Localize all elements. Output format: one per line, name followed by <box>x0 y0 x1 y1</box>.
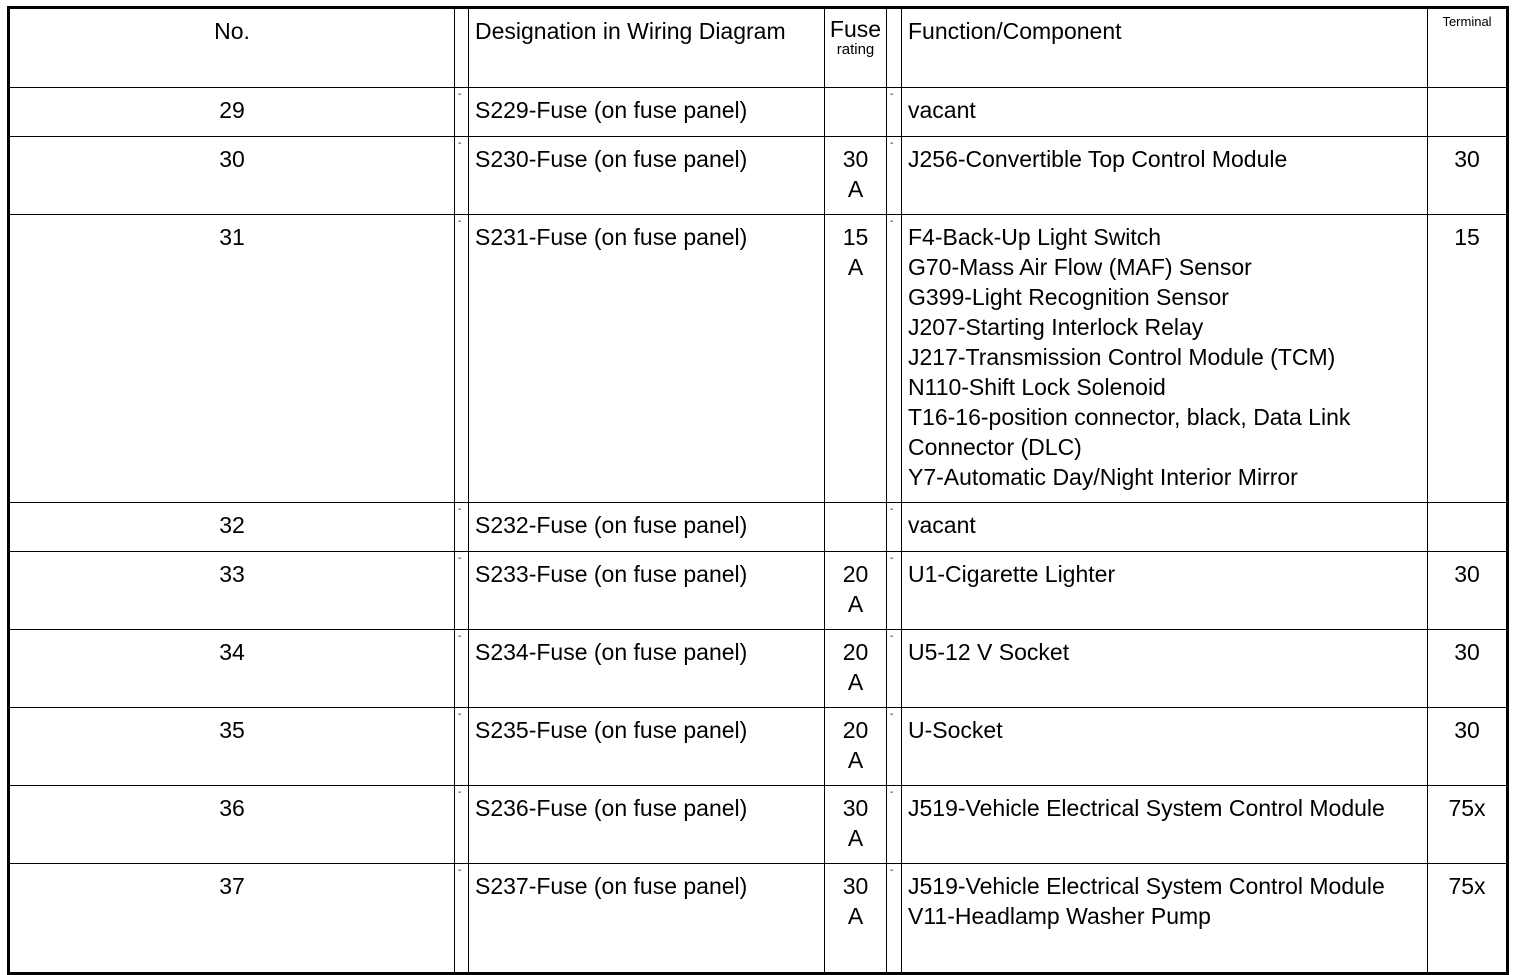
fuse-rating: 30 A <box>825 786 887 864</box>
column-gap <box>455 708 469 786</box>
fuse-rating: 30 A <box>825 864 887 974</box>
header-terminal: Terminal <box>1428 8 1508 88</box>
fuse-number: 36 <box>9 786 455 864</box>
fuse-designation: S232-Fuse (on fuse panel) <box>469 503 825 552</box>
table-row <box>9 88 1508 137</box>
table-row <box>9 503 1508 552</box>
gap-tick: - <box>458 138 462 149</box>
fuse-number: 35 <box>9 708 455 786</box>
gap-tick: - <box>458 709 462 720</box>
function-component <box>902 864 1428 974</box>
fuse-designation: S230-Fuse (on fuse panel) <box>469 137 825 215</box>
function-item: T16-16-position connector, black, Data Link Connector (DLC) <box>908 404 1351 460</box>
table-row <box>9 215 1508 503</box>
function-component <box>902 630 1428 708</box>
fuse-number: 37 <box>9 864 455 974</box>
fuse-designation: S237-Fuse (on fuse panel) <box>469 864 825 974</box>
column-gap <box>455 88 469 137</box>
gap-tick: - <box>890 865 894 876</box>
fuse-table <box>7 6 1509 975</box>
terminal <box>1428 503 1508 552</box>
table-row <box>9 786 1508 864</box>
fuse-rating <box>825 88 887 137</box>
table-row <box>9 864 1508 974</box>
gap-tick: - <box>458 504 462 515</box>
function-component <box>902 503 1428 552</box>
function-item: J217-Transmission Control Module (TCM) <box>908 344 1336 370</box>
fuse-number: 31 <box>9 215 455 503</box>
function-item: J256-Convertible Top Control Module <box>908 146 1288 172</box>
fuse-number: 30 <box>9 137 455 215</box>
column-gap <box>455 8 469 88</box>
function-item: U1-Cigarette Lighter <box>908 561 1116 587</box>
column-gap <box>887 864 902 974</box>
function-component <box>902 215 1428 503</box>
function-component <box>902 708 1428 786</box>
column-gap <box>455 552 469 630</box>
gap-tick: - <box>890 631 894 642</box>
table-row <box>9 137 1508 215</box>
column-gap <box>887 786 902 864</box>
fuse-designation: S235-Fuse (on fuse panel) <box>469 708 825 786</box>
fuse-rating: 20 A <box>825 630 887 708</box>
column-gap <box>455 215 469 503</box>
function-item: J519-Vehicle Electrical System Control Module <box>908 873 1385 899</box>
gap-tick: - <box>890 787 894 798</box>
function-item: J519-Vehicle Electrical System Control Module <box>908 795 1385 821</box>
function-item: vacant <box>908 97 976 123</box>
fuse-number: 34 <box>9 630 455 708</box>
fuse-designation: S236-Fuse (on fuse panel) <box>469 786 825 864</box>
column-gap <box>887 630 902 708</box>
gap-tick: - <box>458 787 462 798</box>
function-item: U-Socket <box>908 717 1003 743</box>
fuse-designation: S233-Fuse (on fuse panel) <box>469 552 825 630</box>
column-gap <box>887 708 902 786</box>
fuse-rating: 20 A <box>825 708 887 786</box>
function-item: F4-Back-Up Light Switch <box>908 224 1162 250</box>
gap-tick: - <box>890 89 894 100</box>
function-item: N110-Shift Lock Solenoid <box>908 374 1166 400</box>
function-item: U5-12 V Socket <box>908 639 1070 665</box>
function-item: G399-Light Recognition Sensor <box>908 284 1229 310</box>
table-header-row <box>9 8 1508 88</box>
table-row <box>9 630 1508 708</box>
column-gap <box>455 630 469 708</box>
gap-tick: - <box>890 216 894 227</box>
gap-tick: - <box>890 553 894 564</box>
fuse-number: 29 <box>9 88 455 137</box>
fuse-rating: 30 A <box>825 137 887 215</box>
function-component <box>902 137 1428 215</box>
function-component <box>902 786 1428 864</box>
column-gap <box>887 215 902 503</box>
column-gap <box>887 503 902 552</box>
gap-tick: - <box>458 631 462 642</box>
header-fuse-rating <box>825 8 887 88</box>
function-item: J207-Starting Interlock Relay <box>908 314 1204 340</box>
gap-tick: - <box>458 553 462 564</box>
header-designation: Designation in Wiring Diagram <box>469 8 825 88</box>
function-item: vacant <box>908 512 976 538</box>
column-gap <box>887 137 902 215</box>
column-gap <box>887 88 902 137</box>
terminal: 30 <box>1428 552 1508 630</box>
gap-tick: - <box>458 216 462 227</box>
fuse-rating: 15 A <box>825 215 887 503</box>
terminal: 30 <box>1428 630 1508 708</box>
gap-tick: - <box>458 89 462 100</box>
function-component <box>902 552 1428 630</box>
fuse-number: 33 <box>9 552 455 630</box>
column-gap <box>887 552 902 630</box>
function-item: V11-Headlamp Washer Pump <box>908 903 1211 929</box>
terminal <box>1428 88 1508 137</box>
header-fuse-line2: rating <box>836 41 875 58</box>
table-row <box>9 552 1508 630</box>
terminal: 15 <box>1428 215 1508 503</box>
terminal: 75x <box>1428 786 1508 864</box>
gap-tick: - <box>890 504 894 515</box>
gap-tick: - <box>890 709 894 720</box>
fuse-designation: S234-Fuse (on fuse panel) <box>469 630 825 708</box>
gap-tick: - <box>458 865 462 876</box>
terminal: 30 <box>1428 137 1508 215</box>
table-row <box>9 708 1508 786</box>
column-gap <box>455 864 469 974</box>
terminal: 30 <box>1428 708 1508 786</box>
function-component <box>902 88 1428 137</box>
fuse-rating <box>825 503 887 552</box>
header-fuse-line1: Fuse <box>829 16 882 42</box>
header-function: Function/Component <box>902 8 1428 88</box>
function-item: Y7-Automatic Day/Night Interior Mirror <box>908 464 1298 490</box>
terminal: 75x <box>1428 864 1508 974</box>
column-gap <box>455 503 469 552</box>
column-gap <box>455 786 469 864</box>
header-no: No. <box>9 8 455 88</box>
fuse-rating: 20 A <box>825 552 887 630</box>
fuse-designation: S229-Fuse (on fuse panel) <box>469 88 825 137</box>
column-gap <box>455 137 469 215</box>
gap-tick: - <box>890 138 894 149</box>
fuse-designation: S231-Fuse (on fuse panel) <box>469 215 825 503</box>
function-item: G70-Mass Air Flow (MAF) Sensor <box>908 254 1252 280</box>
column-gap <box>887 8 902 88</box>
fuse-number: 32 <box>9 503 455 552</box>
